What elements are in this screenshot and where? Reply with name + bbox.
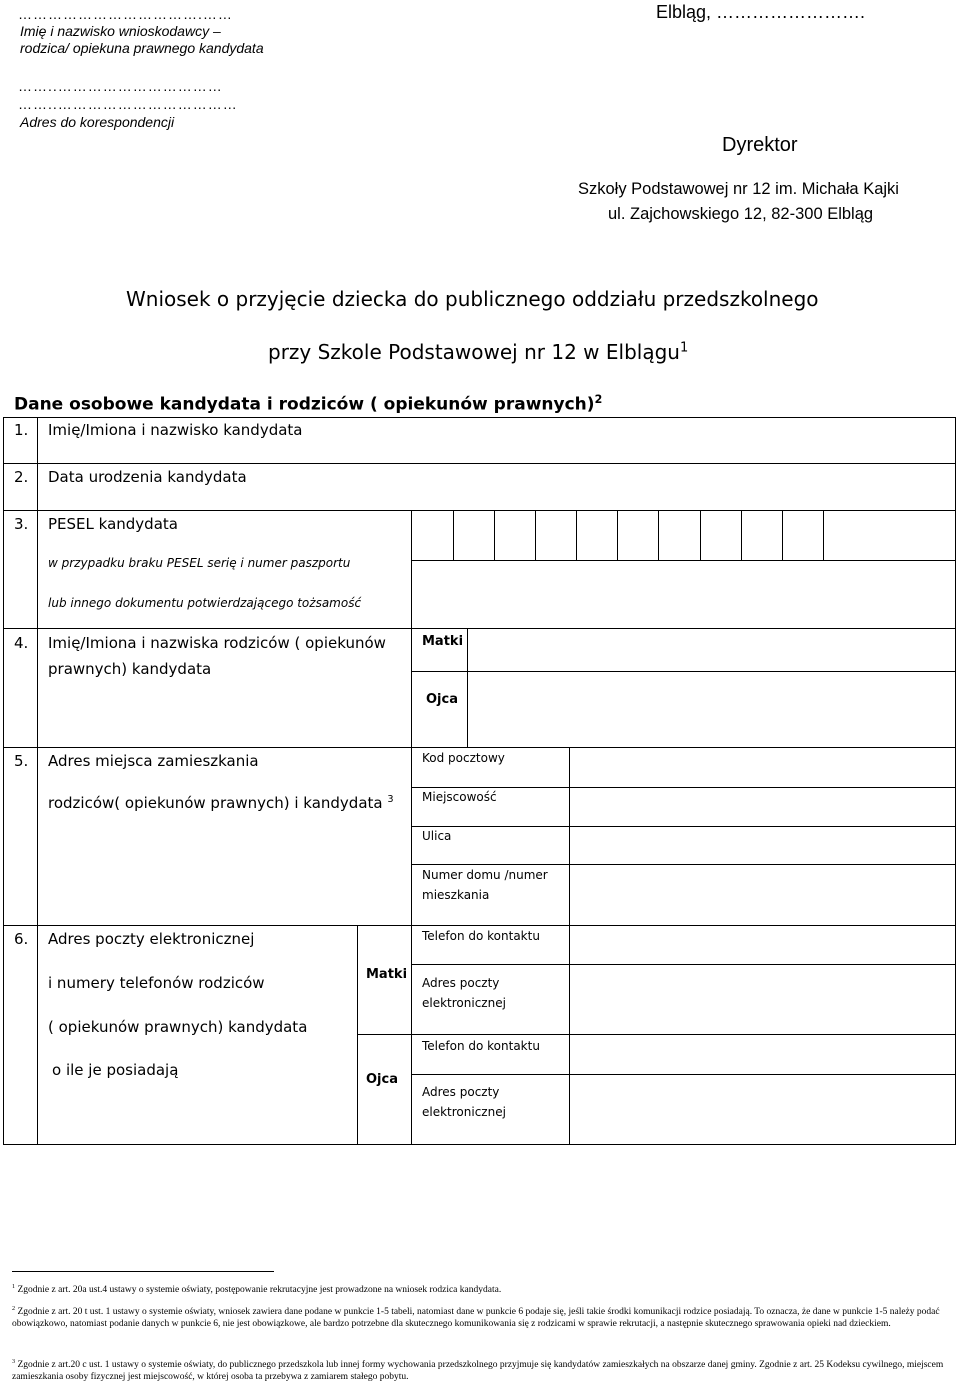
address-dots-1[interactable]: ……..……………………………	[18, 78, 223, 94]
address-label: Adres do korespondencji	[20, 114, 175, 130]
father-email-field[interactable]	[570, 1075, 955, 1144]
row-5-label-line-1: Adres miejsca zamieszkania	[48, 752, 259, 770]
mother-email-label-line-1: Adres poczty	[422, 976, 500, 990]
house-number-field[interactable]	[570, 865, 955, 925]
postal-code-label: Kod pocztowy	[422, 751, 505, 765]
row-1-label: Imię/Imiona i nazwisko kandydata	[48, 421, 303, 439]
row-2-label: Data urodzenia kandydata	[48, 468, 247, 486]
footnote-3: $^3$ Zgodnie z art.20 c ust. 1 ustawy o systemie oświaty, do publicznego przedszkola lub innej formy wychowania przedszkolnego przyjmuje się kandydatów zamieszkałych na obszarze danej gminy. Zgodnie z art. 25 Kodeksu cywilnego, miejscem zamieszkania osoby fizycznej jest miejscowość, w której osoba ta przebywa z zamiarem stałego pobytu.	[12, 1359, 944, 1383]
passport-field[interactable]	[412, 561, 955, 628]
parents-label-divider	[411, 628, 412, 747]
row-6-label-line-4: o ile je posiadają	[52, 1061, 179, 1079]
father-email-label-line-2: elektronicznej	[422, 1105, 506, 1119]
address-dots-2[interactable]: ……..………………………………	[18, 96, 238, 112]
table-border-right	[955, 417, 956, 1145]
city-field[interactable]	[570, 788, 955, 826]
applicant-label-line-1: Imię i nazwisko wnioskodawcy –	[20, 23, 221, 39]
row-5-number: 5.	[14, 752, 29, 770]
row-3-note-2: lub innego dokumentu potwierdzającego tożsamość	[48, 596, 362, 610]
recipient-line-2: ul. Zajchowskiego 12, 82-300 Elbląg	[608, 205, 874, 223]
father-email-label-line-1: Adres poczty	[422, 1085, 500, 1099]
row-5-label-line-2: rodziców( opiekunów prawnych) i kandydata $^3$	[48, 794, 394, 812]
postal-code-field[interactable]	[570, 748, 955, 787]
row-6-label-line-3: ( opiekunów prawnych) kandydata	[48, 1018, 308, 1036]
pesel-field[interactable]	[412, 511, 955, 560]
father-label: Ojca	[426, 692, 458, 707]
applicant-label-line-2: rodzica/ opiekuna prawnego kandydata	[20, 40, 264, 56]
mother-label: Matki	[422, 634, 464, 649]
form-title-line-1: Wniosek o przyjęcie dziecka do publicznego oddziału przedszkolnego	[126, 287, 819, 311]
recipient-line-1: Szkoły Podstawowej nr 12 im. Michała Kajki	[578, 180, 899, 198]
mother-name-field[interactable]	[468, 629, 955, 671]
city-label: Miejscowość	[422, 790, 497, 804]
place-date[interactable]: Elbląg, …………………….	[656, 2, 866, 22]
recipient-title: Dyrektor	[722, 134, 798, 156]
row-2-number: 2.	[14, 468, 29, 486]
mother-phone-field[interactable]	[570, 926, 955, 964]
contact-mother-label: Matki	[366, 967, 408, 982]
row-3-number: 3.	[14, 515, 29, 533]
address-label-divider	[411, 747, 412, 925]
row-6-number: 6.	[14, 930, 29, 948]
birth-date-field[interactable]	[412, 464, 955, 510]
father-phone-field[interactable]	[570, 1035, 955, 1074]
table-border-left	[3, 417, 4, 1145]
street-label: Ulica	[422, 829, 452, 843]
table-border-bottom	[3, 1144, 956, 1145]
section-heading: Dane osobowe kandydata i rodziców ( opiekunów prawnych)$^2$	[14, 393, 603, 415]
row-4-label-line-1: Imię/Imiona i nazwiska rodziców ( opiekunów	[48, 634, 386, 652]
row-6-label-line-2: i numery telefonów rodziców	[48, 974, 265, 992]
footnote-ref-2: 2	[594, 393, 603, 406]
father-phone-label: Telefon do kontaktu	[422, 1039, 540, 1053]
row-3-label: PESEL kandydata	[48, 515, 178, 533]
row-4-label-line-2: prawnych) kandydata	[48, 660, 212, 678]
footnote-ref-3: 3	[387, 794, 394, 805]
applicant-name-dots[interactable]: ……………………………….……	[18, 6, 233, 22]
candidate-name-field[interactable]	[412, 418, 955, 463]
house-number-label-line-1: Numer domu /numer	[422, 868, 548, 882]
footnote-separator	[12, 1271, 274, 1272]
house-number-label-line-2: mieszkania	[422, 888, 490, 902]
row-1-number: 1.	[14, 421, 29, 439]
row-3-note-1: w przypadku braku PESEL serię i numer paszportu	[48, 556, 351, 570]
footnote-ref-1: 1	[679, 340, 689, 356]
father-name-field[interactable]	[468, 672, 955, 747]
form-title-line-2: przy Szkole Podstawowej nr 12 w Elblągu$^1$	[268, 340, 689, 364]
row-4-number: 4.	[14, 634, 29, 652]
mother-email-field[interactable]	[570, 965, 955, 1034]
street-field[interactable]	[570, 827, 955, 864]
contact-father-label: Ojca	[366, 1072, 398, 1087]
mother-email-label-line-2: elektronicznej	[422, 996, 506, 1010]
footnote-1: $^1$ Zgodnie z art. 20a ust.4 ustawy o systemie oświaty, postępowanie rekrutacyjne jest prowadzone na wniosek rodzica kandydata.	[12, 1284, 502, 1296]
row-6-label-line-1: Adres poczty elektronicznej	[48, 930, 255, 948]
footnote-2: $^2$ Zgodnie z art. 20 t ust. 1 ustawy o systemie oświaty, wniosek zawiera dane podane w punkcie 1-5 tabeli, natomiast dane w punkcie 6 podaje się, jeśli takie środki komunikacji rodzice posiadają. To oznacza, że dane w punkcie 1-5 należy podać obowiązkowo, natomiast podanie danych w punkcie 6, nie jest obowiązkowe, ale bardzo potrzebne dla skutecznego komunikowania się z rodzicami w sprawie rekrutacji, a następnie skutecznego sprawowania opieki nad dzieckiem.	[12, 1306, 940, 1330]
mother-phone-label: Telefon do kontaktu	[422, 929, 540, 943]
table-number-column-border	[37, 417, 38, 1145]
